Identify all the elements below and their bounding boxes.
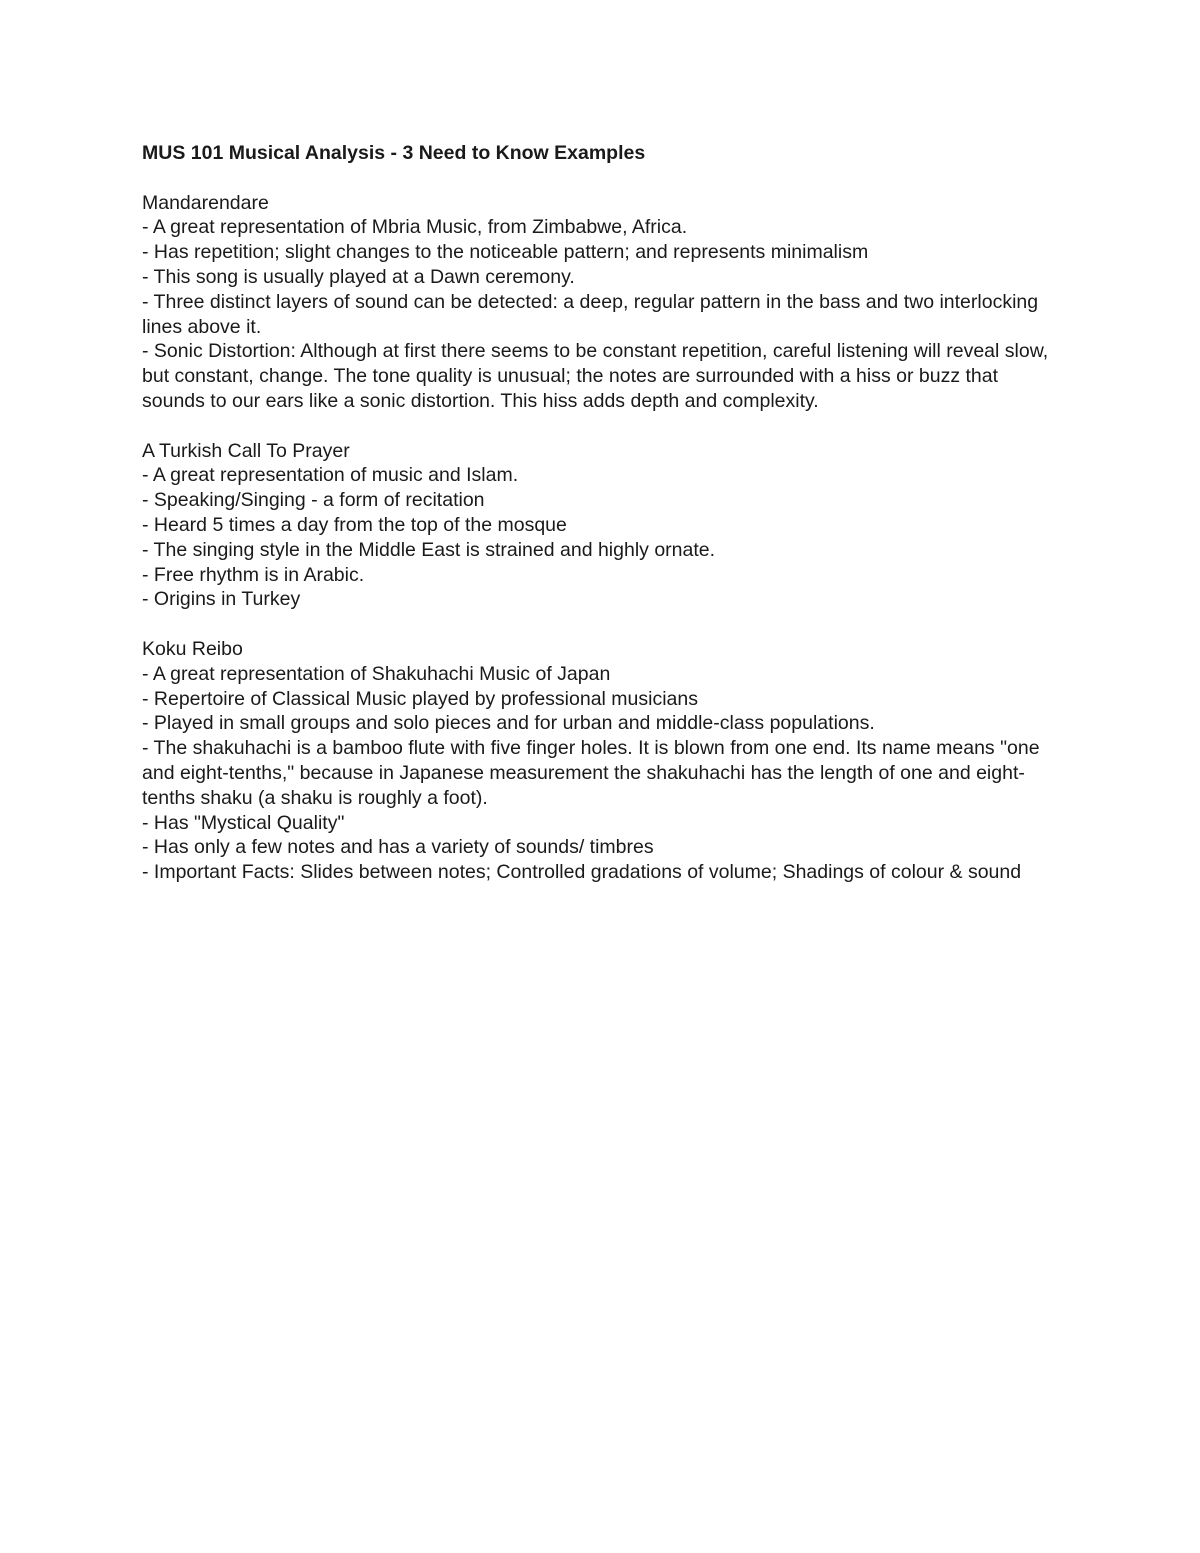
document-body bbox=[142, 141, 1062, 910]
document-title: MUS 101 Musical Analysis - 3 Need to Know Examples bbox=[142, 142, 646, 164]
bullet-item: - A great representation of Mbria Music, from Zimbabwe, Africa. bbox=[142, 216, 688, 239]
bullet-item: - Repertoire of Classical Music played by professional musicians bbox=[142, 687, 698, 710]
bullet-item: - Free rhythm is in Arabic. bbox=[142, 563, 365, 586]
bullet-item: - Sonic Distortion: Although at first there seems to be constant repetition, careful listening will reveal slow, but constant, change. The tone quality is unusual; the notes are surrounded with a hiss or buzz that sounds to our ears like a sonic distortion. This hiss adds depth and complexity. bbox=[142, 340, 1049, 412]
bullet-item: - The shakuhachi is a bamboo flute with five finger holes. It is blown from one end. Its name means "one and eight-tenths," because in Japanese measurement the shakuhachi has the length of one and eight-tenths shaku (a shaku is roughly a foot). bbox=[142, 737, 1040, 809]
section-mandarendare bbox=[142, 191, 1062, 414]
bullet-item: - A great representation of music and Islam. bbox=[142, 464, 519, 487]
section-heading: A Turkish Call To Prayer bbox=[142, 439, 350, 462]
section-heading: Mandarendare bbox=[142, 191, 269, 214]
bullet-item: - A great representation of Shakuhachi Music of Japan bbox=[142, 662, 611, 685]
bullet-item: - Played in small groups and solo pieces and for urban and middle-class populations. bbox=[142, 712, 875, 735]
bullet-item: - Origins in Turkey bbox=[142, 588, 301, 611]
bullet-item: - Three distinct layers of sound can be detected: a deep, regular pattern in the bass and two interlocking lines above it. bbox=[142, 290, 1039, 338]
bullet-item: - Heard 5 times a day from the top of the mosque bbox=[142, 513, 567, 536]
bullet-item: - Has only a few notes and has a variety of sounds/ timbres bbox=[142, 836, 654, 859]
bullet-item: - The singing style in the Middle East is strained and highly ornate. bbox=[142, 538, 716, 561]
bullet-item: - This song is usually played at a Dawn ceremony. bbox=[142, 265, 575, 288]
section-koku-reibo bbox=[142, 637, 1062, 885]
bullet-item: - Has "Mystical Quality" bbox=[142, 811, 345, 834]
bullet-item: - Speaking/Singing - a form of recitation bbox=[142, 489, 485, 512]
bullet-item: - Has repetition; slight changes to the noticeable pattern; and represents minimalism bbox=[142, 241, 869, 264]
bullet-item: - Important Facts: Slides between notes; Controlled gradations of volume; Shadings of colour & sound bbox=[142, 861, 1022, 884]
section-heading: Koku Reibo bbox=[142, 637, 243, 660]
section-turkish-call-to-prayer bbox=[142, 439, 1062, 613]
